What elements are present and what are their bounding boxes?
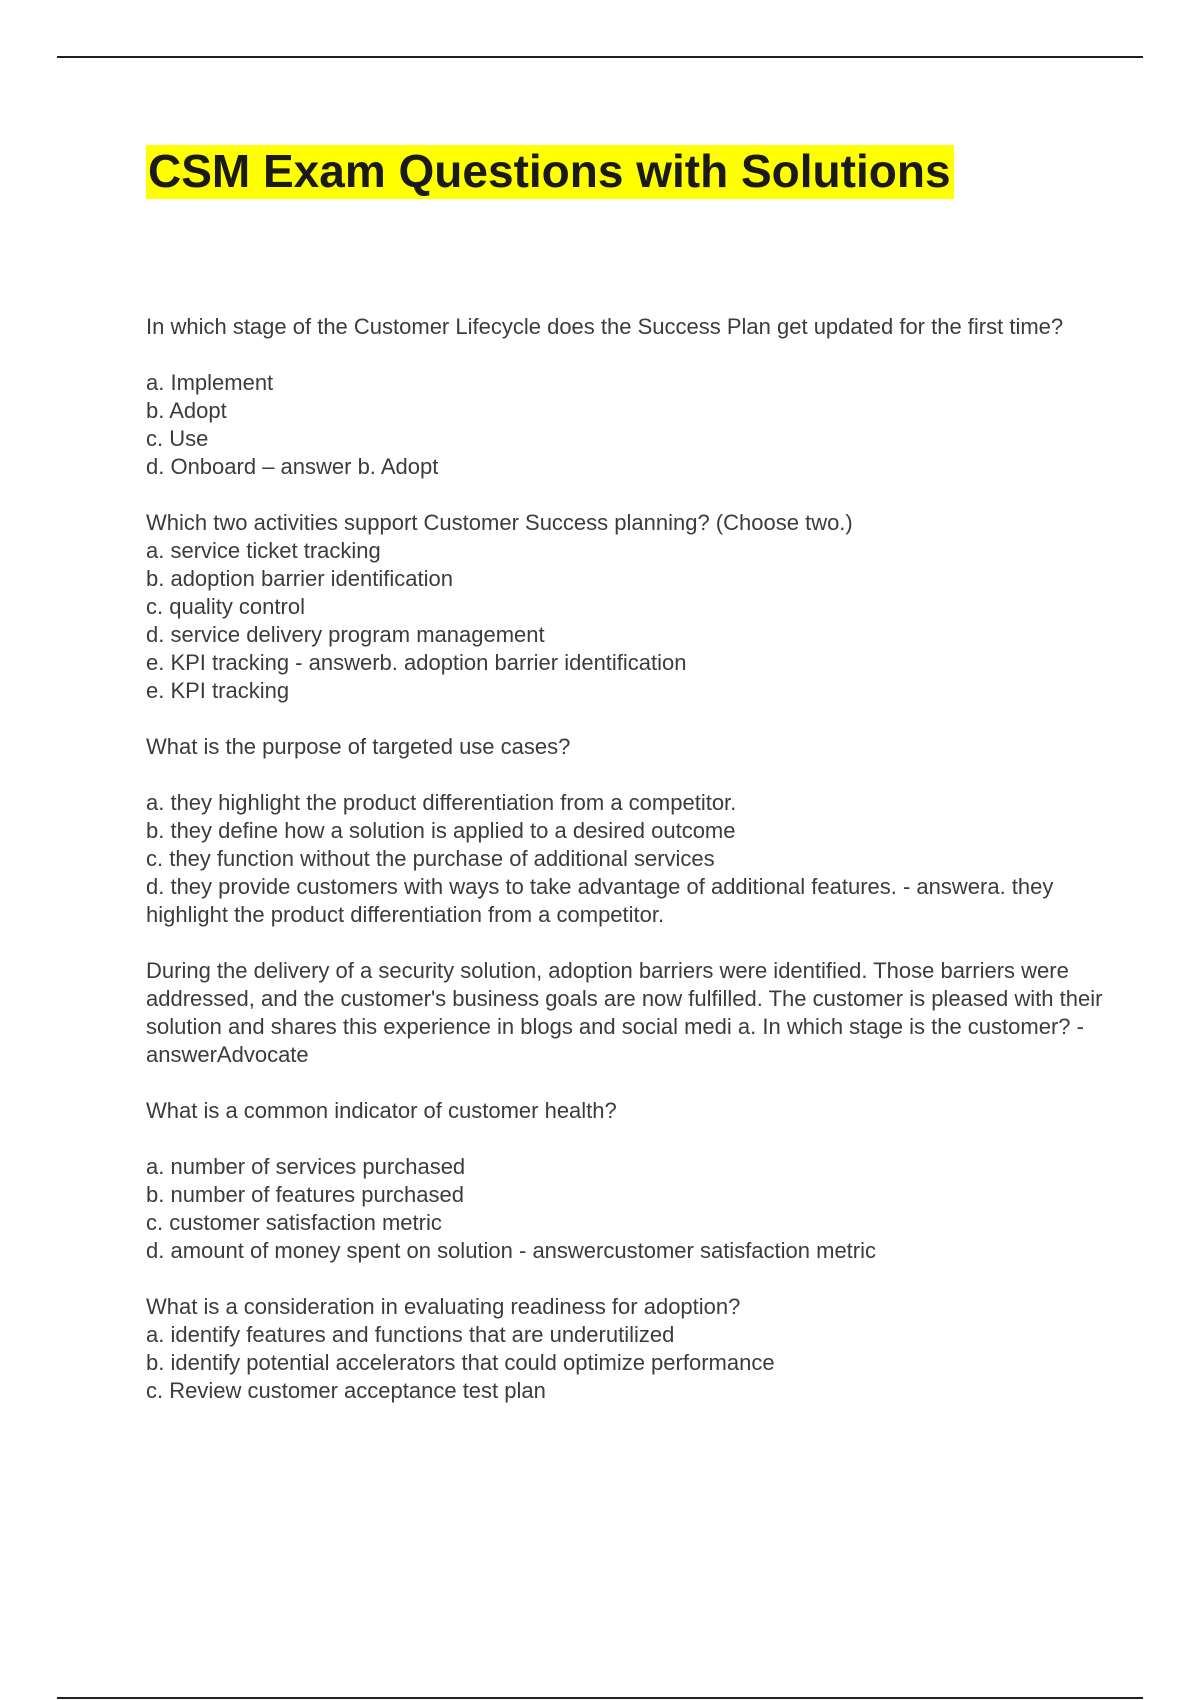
document-page xyxy=(146,140,1109,1405)
text-line: Which two activities support Customer Success planning? (Choose two.) xyxy=(146,510,853,535)
paragraph-gap xyxy=(146,341,1106,369)
bottom-rule xyxy=(57,1697,1143,1699)
paragraph xyxy=(146,1153,1106,1265)
paragraph-gap xyxy=(146,1265,1106,1293)
text-line: a. service ticket tracking xyxy=(146,538,381,563)
paragraph xyxy=(146,957,1109,1069)
text-line: a. Implement xyxy=(146,370,274,395)
text-line: b. adoption barrier identification xyxy=(146,566,453,591)
highlighted-title: CSM Exam Questions with Solutions xyxy=(146,145,954,199)
text-line: c. Use xyxy=(146,426,209,451)
text-line: c. customer satisfaction metric xyxy=(146,1210,442,1235)
paragraph xyxy=(146,1293,1106,1405)
text-line: a. number of services purchased xyxy=(146,1154,466,1179)
document-body xyxy=(146,313,1109,1405)
text-line: d. service delivery program management xyxy=(146,622,545,647)
paragraph-gap xyxy=(146,481,1106,509)
paragraph xyxy=(146,369,1106,481)
text-line: d. amount of money spent on solution - answercustomer satisfaction metric xyxy=(146,1238,877,1263)
paragraph-gap xyxy=(146,929,1106,957)
text-line: b. Adopt xyxy=(146,398,227,423)
paragraph xyxy=(146,789,1106,929)
text-line: In which stage of the Customer Lifecycle does the Success Plan get updated for the first time? xyxy=(146,314,1064,339)
paragraph xyxy=(146,1097,1106,1125)
paragraph xyxy=(146,733,1106,761)
paragraph-gap xyxy=(146,761,1106,789)
text-line: What is a common indicator of customer health? xyxy=(146,1098,617,1123)
paragraph xyxy=(146,313,1106,341)
text-line: b. number of features purchased xyxy=(146,1182,464,1207)
paragraph-gap xyxy=(146,1069,1106,1097)
text-line: c. Review customer acceptance test plan xyxy=(146,1378,546,1403)
text-line: What is a consideration in evaluating readiness for adoption? xyxy=(146,1294,741,1319)
paragraph xyxy=(146,509,1106,705)
text-line: d. they provide customers with ways to take advantage of additional features. - answera. they highlight the product differentiation from a competitor. xyxy=(146,874,1060,927)
text-line: a. they highlight the product differentiation from a competitor. xyxy=(146,790,737,815)
text-line: b. identify potential accelerators that could optimize performance xyxy=(146,1350,775,1375)
text-line: c. quality control xyxy=(146,594,305,619)
text-line: a. identify features and functions that are underutilized xyxy=(146,1322,675,1347)
text-line: c. they function without the purchase of additional services xyxy=(146,846,715,871)
paragraph-gap xyxy=(146,705,1106,733)
text-line: e. KPI tracking - answerb. adoption barrier identification xyxy=(146,650,687,675)
text-line: During the delivery of a security solution, adoption barriers were identified. Those barriers were addressed, and the customer's business goals are now fulfilled. The customer is pleased with their solution and shares this experience in blogs and social medi a. In which stage is the customer? - answerAdvocate xyxy=(146,958,1109,1067)
top-rule xyxy=(57,56,1143,58)
text-line: e. KPI tracking xyxy=(146,678,290,703)
paragraph-gap xyxy=(146,1125,1106,1153)
text-line: b. they define how a solution is applied to a desired outcome xyxy=(146,818,736,843)
text-line: d. Onboard – answer b. Adopt xyxy=(146,454,439,479)
document-title xyxy=(146,140,1106,202)
text-line: What is the purpose of targeted use cases? xyxy=(146,734,571,759)
